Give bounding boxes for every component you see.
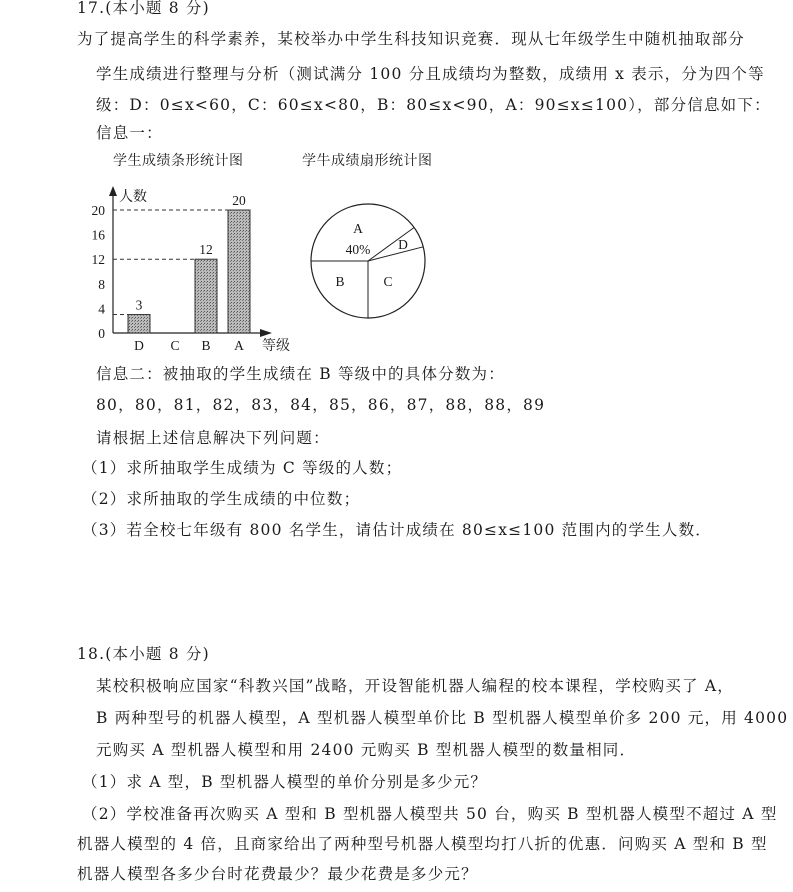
y-tick-label: 8: [98, 276, 105, 292]
y-tick-label: 20: [91, 203, 105, 218]
pie-label-C: C: [383, 274, 393, 289]
x-tick-label: C: [170, 338, 180, 353]
data-label: 3: [135, 297, 143, 313]
pie-label-B: B: [335, 274, 345, 289]
bar-B: [195, 259, 217, 333]
pie-label-A: A: [353, 221, 363, 236]
q18-question-1: （1）求 A 型，B 型机器人模型的单价分别是多少元？: [82, 773, 488, 791]
q18-question-2-cont-2: 机器人模型各多少台时花费最少？最少花费是多少元？: [77, 865, 478, 883]
q18-question-2-cont: 机器人模型的 4 倍，且商家给出了两种型号机器人模型均打八折的优惠．问购买 A 型和 B 型: [77, 835, 768, 853]
x-axis-arrow: [260, 329, 272, 337]
data-label: 20: [232, 193, 246, 208]
q18-line-2: B 两种型号的机器人模型，A 型机器人模型单价比 B 型机器人模型单价多 200 元，用 4000: [96, 709, 789, 727]
q17-line-2: 学生成绩进行整理与分析（测试满分 100 分且成绩均为整数，成绩用 x 表示，分为四个等: [96, 65, 765, 83]
y-tick-label: 4: [98, 301, 105, 317]
bar-D: [128, 315, 150, 333]
q18-line-1: 某校积极响应国家“科教兴国”战略，开设智能机器人编程的校本课程，学校购买了 A，: [96, 677, 734, 695]
info1-label: 信息一：: [96, 124, 163, 142]
pie-chart-title: 学牛成绩扇形统计图: [302, 153, 433, 169]
q17-heading: 17.(本小题 8 分): [77, 0, 210, 17]
x-tick-label: A: [234, 338, 244, 353]
prompt: 请根据上述信息解决下列问题：: [96, 429, 330, 447]
q17-line-3: 级：D：0≤x<60，C：60≤x<80，B：80≤x<90，A：90≤x≤100），部分信息如下：: [96, 96, 771, 114]
q18-heading: 18.(本小题 8 分): [77, 645, 210, 663]
q17-question-1: （1）求所抽取学生成绩为 C 等级的人数；: [82, 459, 403, 477]
data-label: 12: [199, 242, 213, 258]
info2-text: 信息二：被抽取的学生成绩在 B 等级中的具体分数为：: [96, 365, 505, 383]
bar-A: [228, 210, 250, 333]
q17-line-1: 为了提高学生的科学素养，某校举办中学生科技知识竞赛．现从七年级学生中随机抽取部分: [77, 30, 746, 48]
q17-question-3: （3）若全校七年级有 800 名学生，请估计成绩在 80≤x≤100 范围内的学生人数．: [82, 521, 712, 539]
pie-percent-A: 40%: [345, 242, 371, 257]
q17-question-2: （2）求所抽取的学生成绩的中位数；: [82, 490, 361, 508]
y-axis-arrow: [109, 186, 117, 196]
x-tick-label: B: [201, 338, 211, 353]
q18-question-2: （2）学校准备再次购买 A 型和 B 型机器人模型共 50 台，购买 B 型机器人模型不超过 A 型: [82, 805, 778, 823]
y-tick-label: 16: [91, 227, 105, 243]
y-axis-label: 人数: [119, 190, 147, 205]
y-tick-label: 12: [91, 252, 105, 268]
x-tick-label: D: [134, 338, 144, 353]
q18-line-3: 元购买 A 型机器人模型和用 2400 元购买 B 型机器人模型的数量相同．: [96, 741, 637, 759]
y-tick-label: 0: [98, 326, 105, 341]
pie-label-D: D: [398, 237, 408, 252]
pie-divider: [368, 247, 423, 261]
x-axis-label: 等级: [262, 339, 290, 354]
b-scores: 80，80，81，82，83，84，85，86，87，88，88，89: [96, 396, 546, 414]
bar-chart-title: 学生成绩条形统计图: [113, 153, 244, 169]
